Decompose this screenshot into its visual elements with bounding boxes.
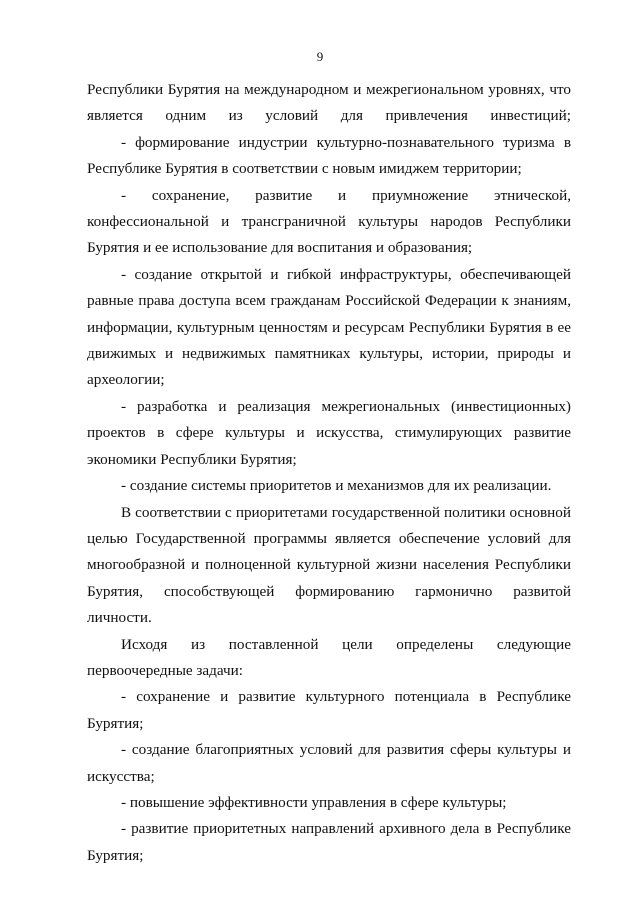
paragraph-investment-continuation: Республики Бурятия на международном и межрегиональном уровнях, что является одним из условий для привлечения инвестиций; <box>87 81 571 125</box>
document-body <box>87 77 571 869</box>
paragraph-tourism-industry: - формирование индустрии культурно-познавательного туризма в Республике Бурятия в соответствии с новым имиджем территории; <box>87 133 571 178</box>
paragraph-tasks-intro: Исходя из поставленной цели определены следующие первоочередные задачи: <box>87 635 571 679</box>
paragraph-infrastructure: - создание открытой и гибкой инфраструктуры, обеспечивающей равные права доступа всем гражданам Российской Федерации к знаниям, информации, культурным ценностям и ресурсам Республики Бурятия в ее движимых и недвижимых памятниках культуры, истории, природы и археологии; <box>87 265 571 389</box>
paragraph-task-management-efficiency: - повышение эффективности управления в сфере культуры; <box>121 793 507 811</box>
page-number: 9 <box>316 49 324 64</box>
paragraph-ethnic-culture: - сохранение, развитие и приумножение этнической, конфессиональной и трансграничной культуры народов Республики Бурятия и ее использование для воспитания и образования; <box>87 186 571 257</box>
paragraph-priority-system: - создание системы приоритетов и механизмов для их реализации. <box>121 477 552 495</box>
paragraph-task-archives: - развитие приоритетных направлений архивного дела в Республике Бурятия; <box>87 820 571 864</box>
paragraph-program-goal: В соответствии с приоритетами государственной политики основной целью Государственной программы является обеспечение условий для многообразной и полноценной культурной жизни населения Республики Бурятия, способствующей формированию гармонично развитой личности. <box>87 503 571 627</box>
paragraph-interregional-projects: - разработка и реализация межрегиональных (инвестиционных) проектов в сфере культуры и искусства, стимулирующих развитие экономики Республики Бурятия; <box>87 397 571 468</box>
paragraph-task-cultural-potential: - сохранение и развитие культурного потенциала в Республике Бурятия; <box>87 688 571 732</box>
paragraph-task-favorable-conditions: - создание благоприятных условий для развития сферы культуры и искусства; <box>87 741 571 785</box>
